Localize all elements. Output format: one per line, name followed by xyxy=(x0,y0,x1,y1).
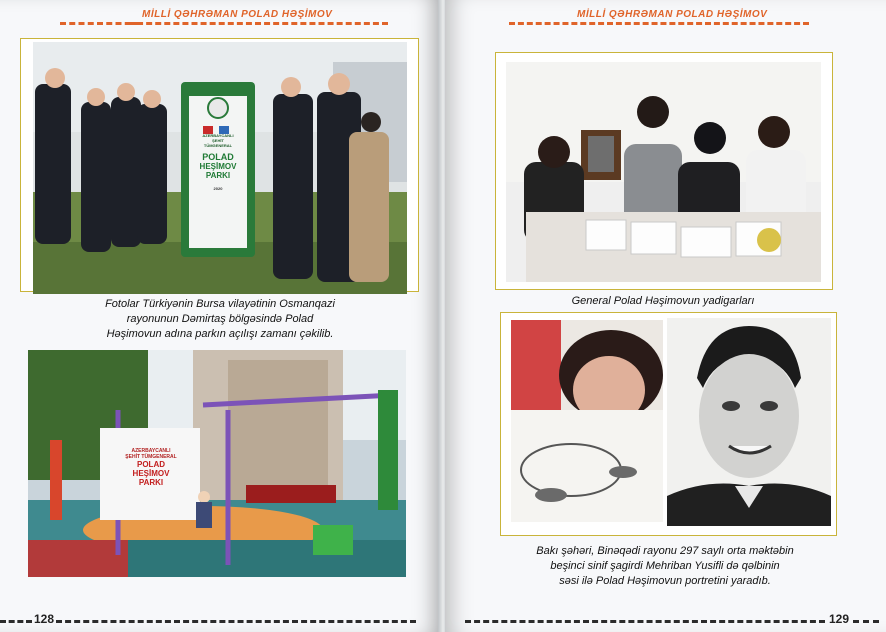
monument-line1: AZERBAYCANLI xyxy=(202,133,234,138)
left-caption xyxy=(40,297,400,342)
footer-line-right-a xyxy=(465,620,825,626)
monument-name2: HEŞİMOV xyxy=(199,162,237,171)
right-page xyxy=(445,0,886,632)
right-caption-bottom xyxy=(485,544,845,589)
banner-line2: ŞEHİT TÜMGENERAL xyxy=(125,454,177,460)
right-caption-line-3: səsi ilə Polad Həşimovun portretini yaradıb. xyxy=(559,575,771,587)
banner-text xyxy=(102,448,200,508)
portrait-drawing xyxy=(667,318,831,526)
left-caption-line-1: Fotolar Türkiyənin Bursa vilayətinin Osmanqazi xyxy=(105,298,335,310)
footer-line-left-b xyxy=(56,620,416,626)
banner-line1: AZERBAYCANLI xyxy=(131,448,171,454)
right-caption-line-1: Bakı şəhəri, Binəqədi rayonu 297 saylı orta məktəbin xyxy=(536,545,794,557)
footer-line-right-b xyxy=(853,620,879,626)
header-dashes-right xyxy=(509,22,809,28)
monument-name3: PARKI xyxy=(205,171,231,180)
left-caption-line-3: Həşimovun adına parkın açılışı zamanı çəkilib. xyxy=(106,328,334,340)
monument-line3: TÜMGENERAL xyxy=(203,143,233,148)
left-page-number: 128 xyxy=(34,612,55,626)
right-caption-top: General Polad Həşimovun yadigarları xyxy=(571,295,755,307)
left-page xyxy=(0,0,441,632)
monument-name1: POLAD xyxy=(202,152,234,162)
left-page-header: MİLLİ QƏHRƏMAN POLAD HƏŞİMOV xyxy=(142,9,333,20)
monument-text xyxy=(189,133,247,253)
monument-year: 2020 xyxy=(213,186,223,191)
playground-photo xyxy=(28,350,406,577)
right-caption-line-2: beşinci sinif şagirdi Mehriban Yusifli də qəlbinin xyxy=(550,560,780,572)
student-photo xyxy=(511,320,663,522)
right-page-number: 129 xyxy=(829,612,850,626)
memorabilia-photo xyxy=(506,62,821,282)
banner-name2: HEŞİMOV xyxy=(132,469,170,478)
footer-line-left-a xyxy=(0,620,32,626)
monument-line2: ŞEHİT xyxy=(212,138,224,143)
banner-name1: POLAD xyxy=(137,460,165,469)
left-caption-line-2: rayonunun Dəmirtaş bölgəsində Polad xyxy=(126,313,314,325)
right-page-header: MİLLİ QƏHRƏMAN POLAD HƏŞİMOV xyxy=(577,9,768,20)
header-dashes-left-2 xyxy=(128,22,388,28)
banner-name3: PARKI xyxy=(138,478,164,487)
